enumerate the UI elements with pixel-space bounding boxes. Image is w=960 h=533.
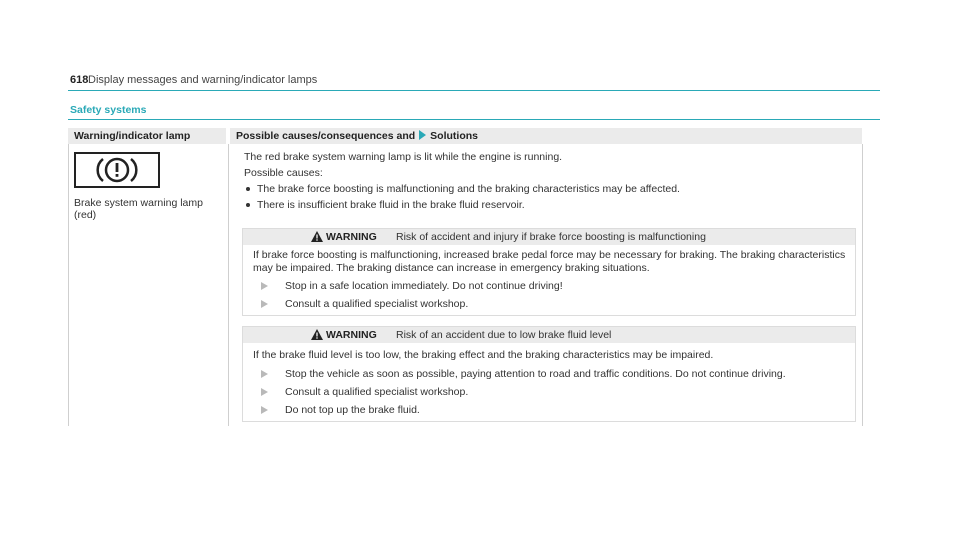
warning-title: Risk of an accident due to low brake fluid level [396, 329, 612, 341]
column-header-lamp [68, 128, 226, 144]
step-arrow-icon [261, 300, 268, 308]
causes-label: Possible causes: [244, 167, 323, 179]
warning-header [243, 327, 855, 343]
warning-label: WARNING [326, 231, 377, 243]
header-title: Display messages and warning/indicator lamps [88, 74, 318, 86]
warning-body: If brake force boosting is malfunctioning, increased brake pedal force may be necessary for braking. The braking characteristics may be impaired. The braking distance can increase in emergency braking situations. [253, 249, 846, 274]
step-arrow-icon [261, 370, 268, 378]
section-title [68, 104, 880, 120]
lamp-label: Brake system warning lamp (red) [74, 197, 203, 221]
brake-warning-icon [74, 152, 160, 188]
bullet-dot-icon [246, 187, 250, 191]
warning-label: WARNING [326, 329, 377, 341]
table-right-border [862, 144, 863, 426]
warning-triangle-icon [311, 329, 323, 345]
section-title-text: Safety systems [70, 104, 147, 116]
step-arrow-icon [261, 388, 268, 396]
page-number: 618 [70, 74, 89, 86]
step-arrow-icon [261, 406, 268, 414]
step-arrow-icon [261, 282, 268, 290]
warning-title: Risk of accident and injury if brake force boosting is malfunctioning [396, 231, 706, 243]
column-header-causes-text: Possible causes/consequences and [236, 130, 416, 142]
solutions-arrow-icon [419, 130, 426, 140]
column-header-solutions-text: Solutions [430, 130, 479, 142]
page-header [68, 74, 880, 91]
intro-text: The red brake system warning lamp is lit while the engine is running. [244, 151, 563, 163]
column-header-causes [230, 128, 862, 144]
warning-header [243, 229, 855, 245]
bullet-dot-icon [246, 203, 250, 207]
warning-body: If the brake fluid level is too low, the braking effect and the braking characteristics may be impaired. [253, 349, 714, 361]
warning-triangle-icon [311, 231, 323, 247]
lamp-table: Warning/indicator lamp Possible causes/consequences and Solutions Brake system warning lamp (red) The red brake system warning lamp is lit while the engine is running. Possible causes: The brake force boosting is malfunctioning and the braking characteristics may be affected. There is insufficient brake fluid in the brake fluid reservoir. WARNING Risk of accident and injury if brake force boosting is malfunctioning If brake force boosting is malfunctioning, increased brake pedal force may be necessary for braking. The braking characteristics may be impaired. The braking distance can increase in emergency braking situations. Stop in a safe location immediately. Do not continue driving! Consult a qualified specialist workshop. WARNING Risk of an accident due to low brake fluid level If the brake fluid level is too low, the braking effect and the braking characteristics may be impaired. Stop the vehicle as soon as possible, paying attention to road and traffic conditions. Do not continue driving. Consult a qualified specialist workshop. Do not top up the brake fluid. [68, 124, 864, 426]
column-header-lamp-text: Warning/indicator lamp [74, 130, 191, 142]
table-left-border [68, 144, 69, 426]
warning-box-brake-boost: WARNING Risk of accident and injury if brake force boosting is malfunctioning If brake force boosting is malfunctioning, increased brake pedal force may be necessary for braking. The braking characteristics may be impaired. The braking distance can increase in emergency braking situations. Stop in a safe location immediately. Do not continue driving! Consult a qualified specialist workshop. [242, 228, 856, 316]
column-divider [228, 144, 229, 426]
warning-box-brake-fluid: WARNING Risk of an accident due to low brake fluid level If the brake fluid level is too low, the braking effect and the braking characteristics may be impaired. Stop the vehicle as soon as possible, paying attention to road and traffic conditions. Do not continue driving. Consult a qualified specialist workshop. Do not top up the brake fluid. [242, 326, 856, 422]
